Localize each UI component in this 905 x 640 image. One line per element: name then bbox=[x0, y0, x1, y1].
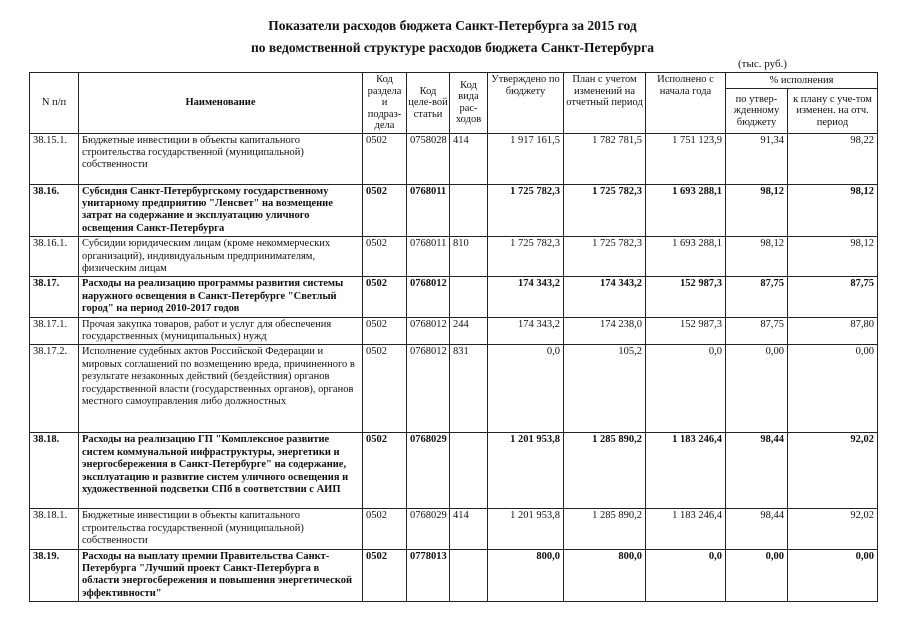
cell-name: Бюджетные инвестиции в объекты капитального строительства государственной (муниципальной) собственности bbox=[79, 509, 363, 549]
cell-approved: 174 343,2 bbox=[488, 317, 564, 345]
cell-pct-approved: 0,00 bbox=[726, 345, 788, 433]
expenditure-table bbox=[29, 72, 878, 602]
header-name: Наименование bbox=[79, 73, 363, 134]
cell-pct-plan: 87,75 bbox=[788, 277, 878, 317]
cell-target: 0768029 bbox=[407, 433, 450, 509]
cell-pct-approved: 87,75 bbox=[726, 317, 788, 345]
header-pct-group: % исполнения bbox=[726, 73, 878, 89]
cell-section: 0502 bbox=[363, 277, 407, 317]
cell-plan: 1 285 890,2 bbox=[564, 509, 646, 549]
header-num: N п/п bbox=[30, 73, 79, 134]
cell-name: Субсидия Санкт-Петербургскому государственному унитарному предприятию "Ленсвет" на возмещение затрат на содержание и эксплуатацию уличного освещения Санкт-Петербурга bbox=[79, 184, 363, 237]
cell-pct-plan: 98,12 bbox=[788, 184, 878, 237]
cell-kind: 810 bbox=[450, 237, 488, 277]
cell-pct-approved: 87,75 bbox=[726, 277, 788, 317]
cell-executed: 0,0 bbox=[646, 345, 726, 433]
cell-pct-approved: 98,44 bbox=[726, 509, 788, 549]
cell-plan: 1 782 781,5 bbox=[564, 133, 646, 184]
cell-plan: 1 285 890,2 bbox=[564, 433, 646, 509]
cell-kind bbox=[450, 433, 488, 509]
cell-plan: 1 725 782,3 bbox=[564, 237, 646, 277]
cell-num: 38.17.2. bbox=[30, 345, 79, 433]
cell-pct-approved: 98,12 bbox=[726, 184, 788, 237]
cell-name: Субсидии юридическим лицам (кроме некоммерческих организаций), индивидуальным предпринимателям, физическим лицам bbox=[79, 237, 363, 277]
cell-num: 38.15.1. bbox=[30, 133, 79, 184]
cell-target: 0768011 bbox=[407, 184, 450, 237]
cell-target: 0768012 bbox=[407, 277, 450, 317]
cell-approved: 1 725 782,3 bbox=[488, 237, 564, 277]
header-target: Код целе-вой статьи bbox=[407, 73, 450, 134]
cell-pct-plan: 98,12 bbox=[788, 237, 878, 277]
header-pct-approved: по утвер-жденному бюджету bbox=[726, 89, 788, 133]
cell-section: 0502 bbox=[363, 184, 407, 237]
cell-pct-plan: 0,00 bbox=[788, 345, 878, 433]
cell-approved: 1 917 161,5 bbox=[488, 133, 564, 184]
cell-plan: 174 343,2 bbox=[564, 277, 646, 317]
cell-target: 0778013 bbox=[407, 549, 450, 602]
table-row bbox=[30, 345, 878, 433]
cell-pct-plan: 92,02 bbox=[788, 433, 878, 509]
cell-executed: 1 183 246,4 bbox=[646, 433, 726, 509]
header-kind: Код вида рас-ходов bbox=[450, 73, 488, 134]
cell-name: Расходы на реализацию программы развития системы наружного освещения в Санкт-Петербурге "Светлый город" на период 2010-2017 годов bbox=[79, 277, 363, 317]
cell-pct-plan: 87,80 bbox=[788, 317, 878, 345]
cell-executed: 1 751 123,9 bbox=[646, 133, 726, 184]
table-row bbox=[30, 433, 878, 509]
cell-target: 0768029 bbox=[407, 509, 450, 549]
unit-label: (тыс. руб.) bbox=[738, 58, 787, 70]
cell-section: 0502 bbox=[363, 433, 407, 509]
cell-executed: 1 693 288,1 bbox=[646, 237, 726, 277]
cell-executed: 1 183 246,4 bbox=[646, 509, 726, 549]
cell-name: Расходы на выплату премии Правительства Санкт-Петербурга "Лучший проект Санкт-Петербурга в области энергосбережения и повышения энергетической эффективности" bbox=[79, 549, 363, 602]
cell-kind: 244 bbox=[450, 317, 488, 345]
cell-num: 38.18.1. bbox=[30, 509, 79, 549]
cell-kind bbox=[450, 277, 488, 317]
cell-section: 0502 bbox=[363, 549, 407, 602]
cell-plan: 1 725 782,3 bbox=[564, 184, 646, 237]
cell-pct-plan: 98,22 bbox=[788, 133, 878, 184]
cell-target: 0768012 bbox=[407, 345, 450, 433]
cell-pct-approved: 91,34 bbox=[726, 133, 788, 184]
cell-kind: 414 bbox=[450, 509, 488, 549]
cell-approved: 1 201 953,8 bbox=[488, 509, 564, 549]
table-row bbox=[30, 184, 878, 237]
cell-section: 0502 bbox=[363, 509, 407, 549]
cell-kind: 414 bbox=[450, 133, 488, 184]
cell-pct-plan: 0,00 bbox=[788, 549, 878, 602]
cell-plan: 174 238,0 bbox=[564, 317, 646, 345]
header-section: Код раздела и подраз-дела bbox=[363, 73, 407, 134]
cell-section: 0502 bbox=[363, 345, 407, 433]
cell-pct-approved: 98,12 bbox=[726, 237, 788, 277]
cell-section: 0502 bbox=[363, 133, 407, 184]
cell-target: 0768011 bbox=[407, 237, 450, 277]
table-row bbox=[30, 237, 878, 277]
cell-executed: 152 987,3 bbox=[646, 277, 726, 317]
header-executed: Исполнено с начала года bbox=[646, 73, 726, 134]
document-subtitle: по ведомственной структуре расходов бюджета Санкт-Петербурга bbox=[250, 40, 655, 55]
table-row bbox=[30, 317, 878, 345]
cell-approved: 1 725 782,3 bbox=[488, 184, 564, 237]
table-row bbox=[30, 133, 878, 184]
cell-approved: 174 343,2 bbox=[488, 277, 564, 317]
cell-name: Прочая закупка товаров, работ и услуг для обеспечения государственных (муниципальных) нужд bbox=[79, 317, 363, 345]
header-pct-plan: к плану с уче-том изменен. на отч. период bbox=[788, 89, 878, 133]
table-row bbox=[30, 549, 878, 602]
cell-pct-approved: 0,00 bbox=[726, 549, 788, 602]
table-row bbox=[30, 509, 878, 549]
table-row bbox=[30, 277, 878, 317]
cell-section: 0502 bbox=[363, 317, 407, 345]
cell-kind bbox=[450, 184, 488, 237]
cell-approved: 1 201 953,8 bbox=[488, 433, 564, 509]
cell-executed: 152 987,3 bbox=[646, 317, 726, 345]
cell-approved: 0,0 bbox=[488, 345, 564, 433]
cell-num: 38.16. bbox=[30, 184, 79, 237]
cell-kind: 831 bbox=[450, 345, 488, 433]
cell-pct-plan: 92,02 bbox=[788, 509, 878, 549]
cell-approved: 800,0 bbox=[488, 549, 564, 602]
cell-executed: 0,0 bbox=[646, 549, 726, 602]
cell-num: 38.18. bbox=[30, 433, 79, 509]
cell-plan: 800,0 bbox=[564, 549, 646, 602]
cell-name: Бюджетные инвестиции в объекты капитального строительства государственной (муниципальной) собственности bbox=[79, 133, 363, 184]
cell-section: 0502 bbox=[363, 237, 407, 277]
header-plan: План с учетом изменений на отчетный период bbox=[564, 73, 646, 134]
document-title: Показатели расходов бюджета Санкт-Петербурга за 2015 год bbox=[268, 18, 637, 33]
cell-num: 38.17. bbox=[30, 277, 79, 317]
header-approved: Утверждено по бюджету bbox=[488, 73, 564, 134]
cell-pct-approved: 98,44 bbox=[726, 433, 788, 509]
cell-kind bbox=[450, 549, 488, 602]
cell-num: 38.17.1. bbox=[30, 317, 79, 345]
cell-num: 38.19. bbox=[30, 549, 79, 602]
cell-name: Расходы на реализацию ГП "Комплексное развитие систем коммунальной инфраструктуры, энергетики и энергосбережения в Санкт-Петербурге" на содержание, эксплуатацию и развитие систем уличного освещения и художественной подсветки СПб в соответствии с АИП bbox=[79, 433, 363, 509]
cell-name: Исполнение судебных актов Российской Федерации и мировых соглашений по возмещению вреда, причиненного в результате незаконных действий (бездействия) органов государственной власти (государственных органов), органов местного самоуправления либо должностных bbox=[79, 345, 363, 433]
cell-num: 38.16.1. bbox=[30, 237, 79, 277]
cell-target: 0768012 bbox=[407, 317, 450, 345]
cell-executed: 1 693 288,1 bbox=[646, 184, 726, 237]
cell-target: 0758028 bbox=[407, 133, 450, 184]
cell-plan: 105,2 bbox=[564, 345, 646, 433]
